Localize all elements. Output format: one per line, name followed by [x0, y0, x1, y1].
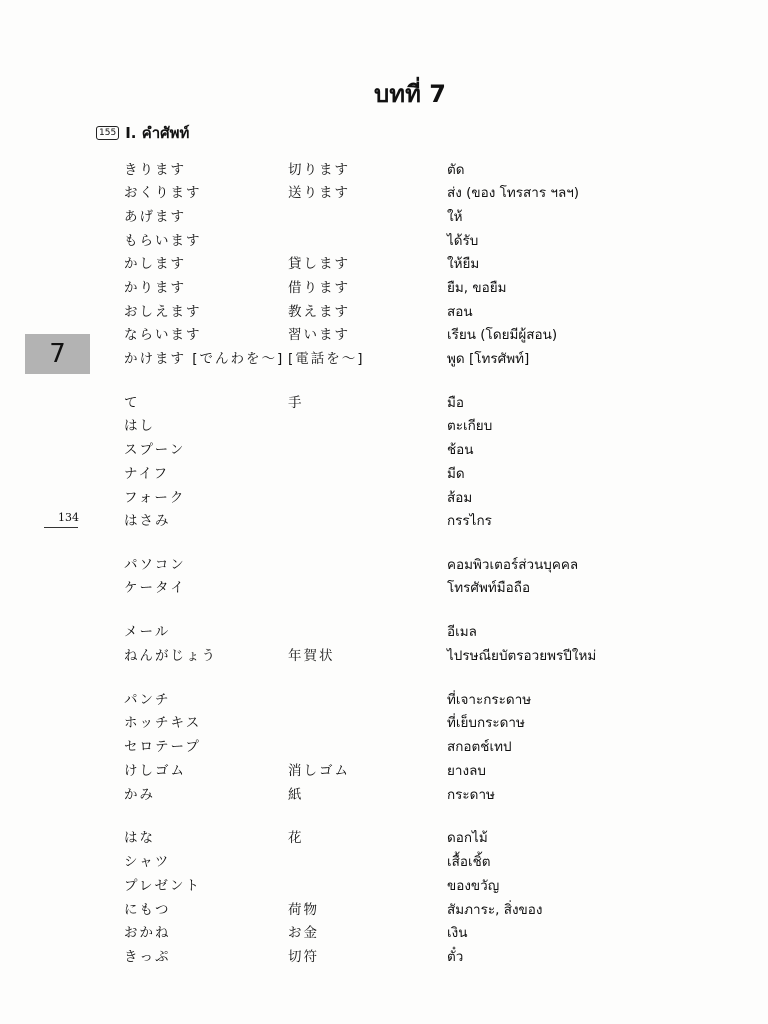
vocab-row — [0, 851, 768, 873]
vocab-row — [0, 922, 768, 944]
vocab-kana: もらいます — [124, 233, 202, 249]
vocab-thai: ไปรษณียบัตรอวยพรปีใหม่ — [447, 648, 597, 664]
vocab-thai: ตัด — [447, 162, 465, 178]
vocab-kana: はな — [124, 830, 155, 846]
vocab-row — [0, 899, 768, 921]
vocab-kana: ケータイ — [124, 580, 186, 596]
vocab-thai: เรียน (โดยมีผู้สอน) — [447, 327, 558, 343]
vocab-row — [0, 760, 768, 782]
vocab-row — [0, 277, 768, 299]
vocab-kana: あげます — [124, 209, 186, 225]
vocab-thai: ที่เจาะกระดาษ — [447, 692, 532, 708]
vocab-row — [0, 577, 768, 599]
vocab-kana: ホッチキス — [124, 715, 202, 731]
vocab-thai: ของขวัญ — [447, 878, 500, 894]
vocab-row — [0, 392, 768, 414]
vocab-kanji: 花 — [288, 830, 304, 846]
vocab-row — [0, 621, 768, 643]
vocab-thai: ให้ — [447, 209, 463, 225]
vocab-kana: はさみ — [124, 513, 171, 529]
vocab-row — [0, 159, 768, 181]
vocab-thai: มีด — [447, 466, 465, 482]
vocab-thai: ยืม, ขอยืม — [447, 280, 507, 296]
vocab-kana: きっぷ — [124, 949, 171, 965]
vocab-thai: ได้รับ — [447, 233, 479, 249]
vocab-kanji: 習います — [288, 327, 350, 343]
vocab-kana: おかね — [124, 925, 171, 941]
audio-track-number: 155 — [96, 126, 119, 140]
vocab-kanji: 教えます — [288, 304, 350, 320]
vocab-kana: おしえます — [124, 304, 202, 320]
vocab-kanji: 消しゴム — [288, 763, 350, 779]
vocab-row — [0, 348, 768, 370]
page-number: 134 — [58, 511, 79, 524]
vocab-kanji: 送ります — [288, 185, 350, 201]
vocab-thai: พูด [โทรศัพท์] — [447, 351, 530, 367]
vocab-thai: ส้อม — [447, 490, 473, 506]
vocab-kanji: お金 — [288, 925, 319, 941]
vocab-thai: ส่ง (ของ โทรสาร ฯลฯ) — [447, 185, 580, 201]
vocab-row — [0, 415, 768, 437]
vocab-kana: かします — [124, 256, 186, 272]
vocab-row — [0, 301, 768, 323]
vocab-thai: มือ — [447, 395, 465, 411]
vocab-kanji: 紙 — [288, 787, 304, 803]
vocab-thai: สัมภาระ, สิ่งของ — [447, 902, 543, 918]
vocab-row — [0, 324, 768, 346]
vocab-row — [0, 206, 768, 228]
vocab-kana: ならいます — [124, 327, 202, 343]
vocab-row — [0, 554, 768, 576]
vocab-row — [0, 487, 768, 509]
vocab-kana: パンチ — [124, 692, 171, 708]
vocab-kana: プレゼント — [124, 878, 201, 894]
vocab-kana: かります — [124, 280, 186, 296]
vocab-kanji: 借ります — [288, 280, 350, 296]
vocab-row — [0, 827, 768, 849]
vocab-thai: คอมพิวเตอร์ส่วนบุคคล — [447, 557, 579, 573]
vocab-row — [0, 253, 768, 275]
vocab-kana: かみ — [124, 787, 155, 803]
vocab-kana: メール — [124, 624, 171, 640]
chapter-tab-number: 7 — [49, 339, 66, 369]
vocab-row — [0, 736, 768, 758]
vocab-kana: にもつ — [124, 902, 171, 918]
vocab-row — [0, 510, 768, 532]
vocab-kana: ナイフ — [124, 466, 170, 482]
vocab-row — [0, 875, 768, 897]
vocab-kana: シャツ — [124, 854, 171, 870]
vocab-row — [0, 712, 768, 734]
vocab-kanji: 手 — [288, 395, 304, 411]
vocab-thai: สกอตช์เทป — [447, 739, 512, 755]
vocab-kana: きります — [124, 162, 186, 178]
vocab-thai: ตะเกียบ — [447, 418, 493, 434]
vocab-thai: กระดาษ — [447, 787, 495, 803]
vocab-row — [0, 463, 768, 485]
vocab-thai: เงิน — [447, 925, 468, 941]
vocab-thai: ช้อน — [447, 442, 474, 458]
vocab-kana: スプーン — [124, 442, 186, 458]
vocab-thai: ให้ยืม — [447, 256, 480, 272]
section-label: I. คำศัพท์ — [125, 124, 190, 142]
vocab-kanji: 切符 — [288, 949, 319, 965]
vocab-row — [0, 182, 768, 204]
page-title: บทที่ 7 — [374, 80, 446, 108]
vocab-thai: โทรศัพท์มือถือ — [447, 580, 531, 596]
vocab-kana: セロテープ — [124, 739, 201, 755]
vocab-kana: はし — [124, 418, 155, 434]
vocab-kana: かけます [でんわを～] — [124, 351, 285, 367]
vocab-row — [0, 784, 768, 806]
vocab-row — [0, 230, 768, 252]
vocab-thai: ที่เย็บกระดาษ — [447, 715, 525, 731]
vocab-kana: て — [124, 395, 140, 411]
vocab-kanji: 年賀状 — [288, 648, 335, 664]
vocab-thai: กรรไกร — [447, 513, 492, 529]
vocab-row — [0, 946, 768, 968]
vocab-thai: ยางลบ — [447, 763, 486, 779]
vocab-kanji: 切ります — [288, 162, 350, 178]
vocab-thai: ตั๋ว — [447, 949, 464, 965]
vocab-kanji: 貸します — [288, 256, 350, 272]
vocab-kana: フォーク — [124, 490, 186, 506]
vocab-thai: อีเมล — [447, 624, 477, 640]
vocab-kana: パソコン — [124, 557, 186, 573]
vocab-kana: けしゴム — [124, 763, 186, 779]
vocab-row — [0, 689, 768, 711]
vocab-row — [0, 439, 768, 461]
vocab-kanji: [電話を～] — [288, 351, 365, 367]
vocab-kanji: 荷物 — [288, 902, 319, 918]
vocab-kana: ねんがじょう — [124, 648, 217, 664]
vocab-thai: ดอกไม้ — [447, 830, 488, 846]
vocab-kana: おくります — [124, 185, 202, 201]
vocab-thai: สอน — [447, 304, 473, 320]
vocab-thai: เสื้อเชิ้ต — [447, 854, 491, 870]
vocab-row — [0, 645, 768, 667]
